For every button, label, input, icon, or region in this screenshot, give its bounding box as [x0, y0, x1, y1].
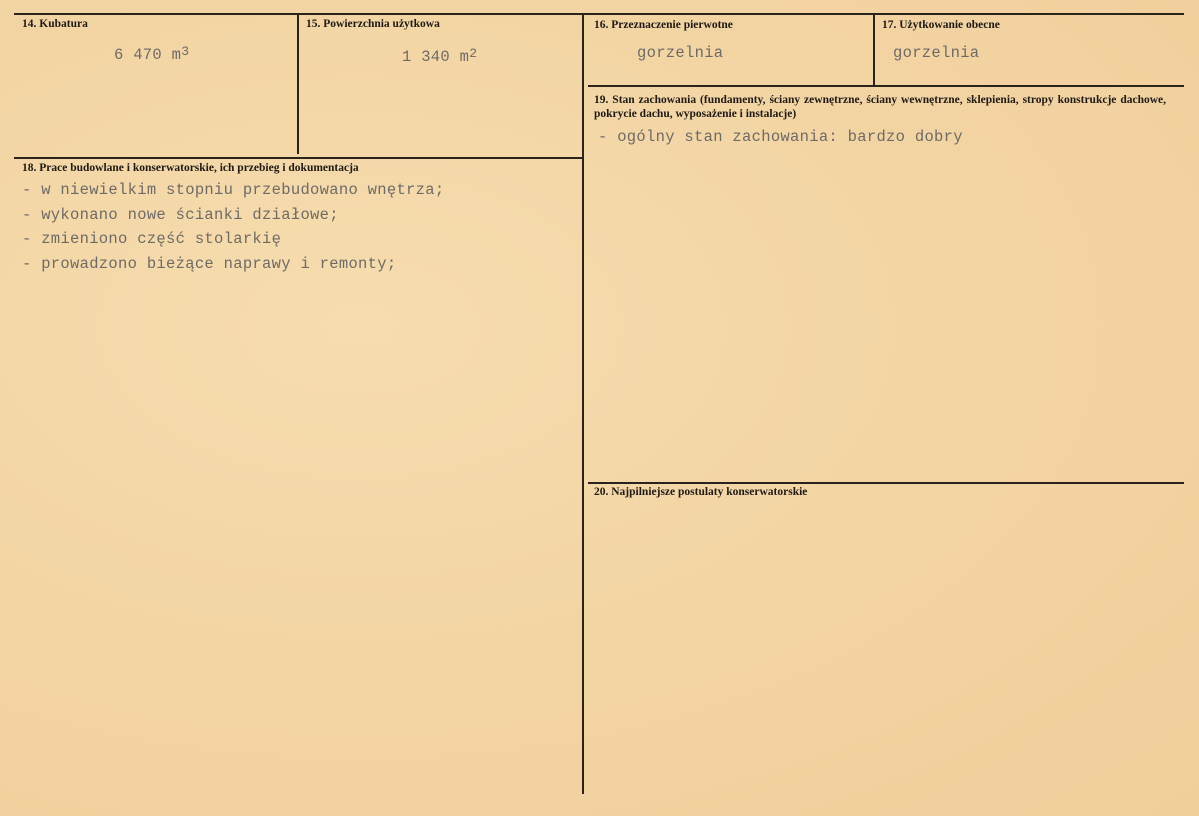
field-16-value: gorzelnia	[637, 44, 724, 62]
divider-14-15	[297, 14, 299, 154]
field-18-item: - prowadzono bieżące naprawy i remonty;	[22, 255, 397, 273]
field-19-item: - ogólny stan zachowania: bardzo dobry	[598, 128, 963, 146]
field-19-label: 19. Stan zachowania (fundamenty, ściany zewnętrzne, ściany wewnętrzne, sklepienia, stropy konstrukcje dachowe, pokrycie dachu, wyposażenie i instalacje)	[594, 94, 1166, 120]
field-18-item: - wykonano nowe ścianki działowe;	[22, 206, 339, 224]
divider-16-17	[873, 14, 875, 85]
field-18-item: - w niewielkim stopniu przebudowano wnętrza;	[22, 181, 445, 199]
field-15-value-sup: 2	[469, 46, 478, 61]
field-17-value: gorzelnia	[893, 44, 980, 62]
field-16-label: 16. Przeznaczenie pierwotne	[594, 19, 733, 31]
field-18-item: - zmieniono część stolarkię	[22, 230, 282, 248]
field-15-value-text: 1 340 m	[402, 48, 470, 66]
field-15-label: 15. Powierzchnia użytkowa	[306, 18, 440, 30]
divider-main-vertical	[582, 14, 584, 794]
field-14-value-sup: 3	[181, 44, 190, 59]
field-14-value-text: 6 470 m	[114, 46, 182, 64]
field-15-value	[402, 48, 477, 66]
divider-row-19-20	[588, 482, 1184, 484]
divider-row-14-18	[14, 157, 584, 159]
field-20-label: 20. Najpilniejsze postulaty konserwatorskie	[594, 486, 808, 498]
divider-row-16-19	[588, 85, 1184, 87]
field-14-label: 14. Kubatura	[22, 18, 88, 30]
field-14-value	[114, 46, 189, 64]
field-17-label: 17. Użytkowanie obecne	[882, 19, 1000, 31]
top-border-line	[14, 13, 1184, 15]
field-18-label: 18. Prace budowlane i konserwatorskie, ich przebieg i dokumentacja	[22, 162, 359, 174]
